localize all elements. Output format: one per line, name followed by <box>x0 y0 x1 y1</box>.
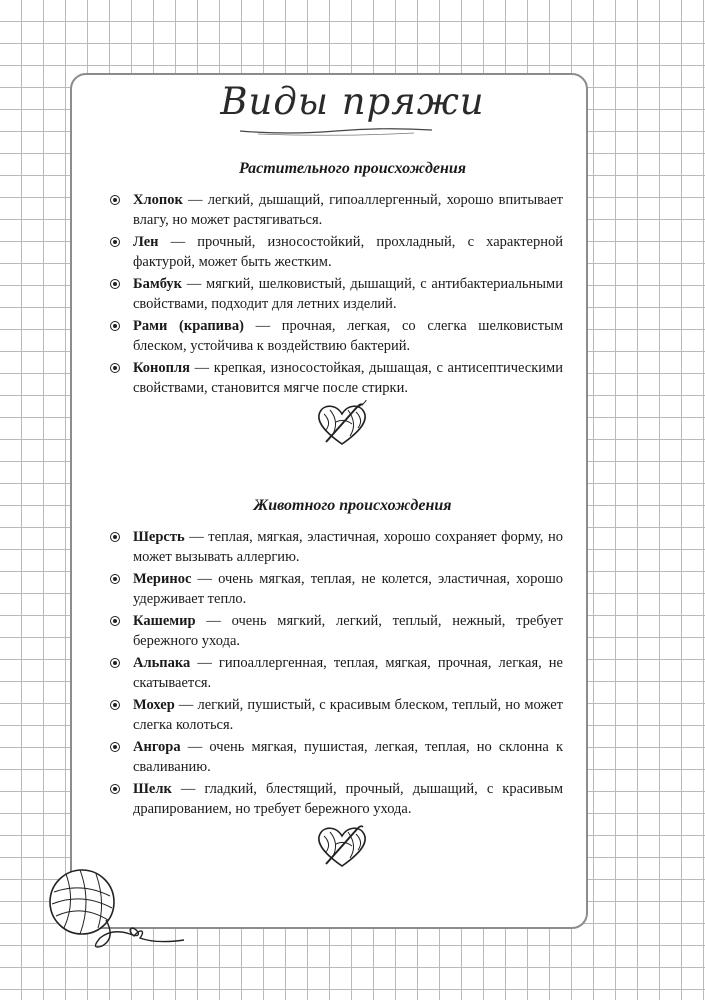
item-term: Шелк <box>133 781 172 797</box>
item-term: Конопля <box>133 360 190 376</box>
bullet-icon <box>110 321 120 331</box>
bullet-icon <box>110 616 120 626</box>
section-heading-plant: Растительного происхождения <box>238 160 467 177</box>
item-description: — мягкий, шелковистый, дышащий, с антибактериальными свойствами, подходит для летних изделий. <box>133 276 563 312</box>
item-description: — очень мягкая, пушистая, легкая, теплая, но склонна к сваливанию. <box>133 739 563 775</box>
item-description: — прочная, легкая, со слегка шелковистым блеском, устойчива к воздействию бактерий. <box>133 318 563 354</box>
item-term: Меринос <box>133 571 192 587</box>
item-description: — теплая, мягкая, эластичная, хорошо сохраняет форму, но может вызывать аллергию. <box>133 529 563 565</box>
list-item <box>108 569 563 609</box>
bullet-icon <box>110 742 120 752</box>
plant-fibers-list <box>108 190 563 400</box>
item-description: — очень мягкий, легкий, теплый, нежный, требует бережного ухода. <box>133 613 563 649</box>
bullet-icon <box>110 574 120 584</box>
item-term: Ангора <box>133 739 181 755</box>
item-term: Хлопок <box>133 192 183 208</box>
item-term: Рами (крапива) <box>133 318 244 334</box>
item-description: — прочный, износостойкий, прохладный, с характерной фактурой, может быть жестким. <box>133 234 563 270</box>
item-description: — легкий, пушистый, с красивым блеском, теплый, но может слегка колоться. <box>133 697 563 733</box>
bullet-icon <box>110 658 120 668</box>
bullet-icon <box>110 195 120 205</box>
page-title: Виды пряжи <box>220 80 485 123</box>
animal-fibers-list <box>108 527 563 821</box>
list-item <box>108 779 563 819</box>
list-item <box>108 737 563 777</box>
heart-yarn-icon <box>312 822 372 870</box>
list-item <box>108 274 563 314</box>
bullet-icon <box>110 784 120 794</box>
item-term: Лен <box>133 234 159 250</box>
list-item <box>108 316 563 356</box>
item-term: Кашемир <box>133 613 196 629</box>
item-description: — крепкая, износостойкая, дышащая, с антисептическими свойствами, становится мягче после стирки. <box>133 360 563 396</box>
item-description: — гипоаллергенная, теплая, мягкая, прочная, легкая, не скатывается. <box>133 655 563 691</box>
list-item <box>108 611 563 651</box>
item-term: Мохер <box>133 697 175 713</box>
title-wrap <box>0 80 705 123</box>
bullet-icon <box>110 237 120 247</box>
list-item <box>108 527 563 567</box>
heart-yarn-icon <box>312 400 372 448</box>
list-item <box>108 190 563 230</box>
title-underline-decoration <box>238 124 434 138</box>
bullet-icon <box>110 700 120 710</box>
list-item <box>108 232 563 272</box>
item-description: — легкий, дышащий, гипоаллергенный, хорошо впитывает влагу, но может растягиваться. <box>133 192 563 228</box>
item-description: — очень мягкая, теплая, не колется, эластичная, хорошо удерживает тепло. <box>133 571 563 607</box>
bullet-icon <box>110 363 120 373</box>
bullet-icon <box>110 279 120 289</box>
item-description: — гладкий, блестящий, прочный, дышащий, с красивым драпированием, но требует бережного ухода. <box>133 781 563 817</box>
list-item <box>108 695 563 735</box>
list-item <box>108 358 563 398</box>
bullet-icon <box>110 532 120 542</box>
item-term: Альпака <box>133 655 191 671</box>
section-heading-animal: Животного происхождения <box>253 497 452 514</box>
item-term: Бамбук <box>133 276 183 292</box>
yarn-ball-icon <box>46 862 196 952</box>
list-item <box>108 653 563 693</box>
item-term: Шерсть <box>133 529 185 545</box>
